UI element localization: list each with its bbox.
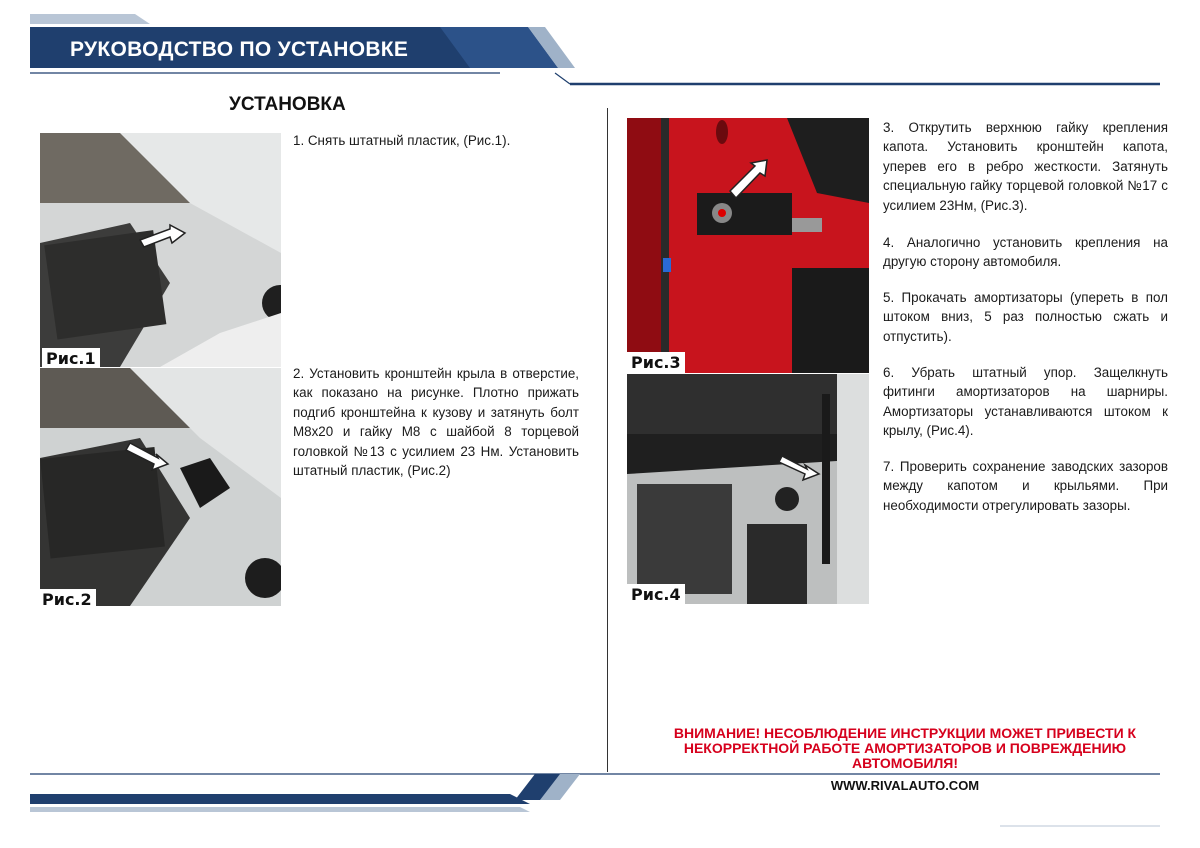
- website-link[interactable]: WWW.RIVALAUTO.COM: [830, 778, 980, 793]
- step-3-text: 3. Открутить верхнюю гайку крепления капота. Установить кронштейн капота, уперев его в ребро жесткости. Затянуть специальную гайку торцевой головкой №17 с усилием 23Нм, (Рис.3).: [883, 120, 1168, 213]
- step-1-text: 1. Снять штатный пластик, (Рис.1).: [293, 133, 511, 148]
- warning-text: ВНИМАНИЕ! НЕСОБЛЮДЕНИЕ ИНСТРУКЦИИ МОЖЕТ ПРИВЕСТИ К НЕКОРРЕКТНОЙ РАБОТЕ АМОРТИЗАТОРОВ И ПОВРЕЖДЕНИЮ АВТОМОБИЛЯ!: [673, 725, 1137, 771]
- step-2-text: 2. Установить кронштейн крыла в отверстие, как показано на рисунке. Плотно прижать подгиб кронштейна к кузову и затянуть болт М8х20 и гайку М8 с шайбой 8 торцевой головкой №13 с усилием 23 Нм. Установить штатный пластик, (Рис.2): [293, 366, 579, 479]
- figure-3-photo: [627, 118, 869, 373]
- column-divider: [607, 108, 608, 772]
- step-6-text: 6. Убрать штатный упор. Защелкнуть фитинги амортизаторов на шарниры. Амортизаторы устанавливаются штоком к крылу, (Рис.4).: [883, 365, 1168, 439]
- figure-1-photo: [40, 133, 281, 367]
- step-5-text: 5. Прокачать амортизаторы (уперeть в пол штоком вниз, 5 раз полностью сжать и отпустить).: [883, 290, 1168, 344]
- page-title: РУКОВОДСТВО ПО УСТАНОВКЕ: [70, 38, 409, 61]
- figure-2-photo: [40, 368, 281, 606]
- figure-2-label: Рис.2: [38, 589, 96, 610]
- step-4-text: 4. Аналогично установить крепления на другую сторону автомобиля.: [883, 235, 1168, 270]
- figure-4-photo: [627, 374, 869, 604]
- figure-3-label: Рис.3: [627, 352, 685, 373]
- step-7-text: 7. Проверить сохранение заводских зазоров между капотом и крыльями. При необходимости отрегулировать зазоры.: [883, 459, 1168, 513]
- figure-1-label: Рис.1: [42, 348, 100, 369]
- section-title: УСТАНОВКА: [229, 94, 346, 115]
- figure-4-label: Рис.4: [627, 584, 685, 605]
